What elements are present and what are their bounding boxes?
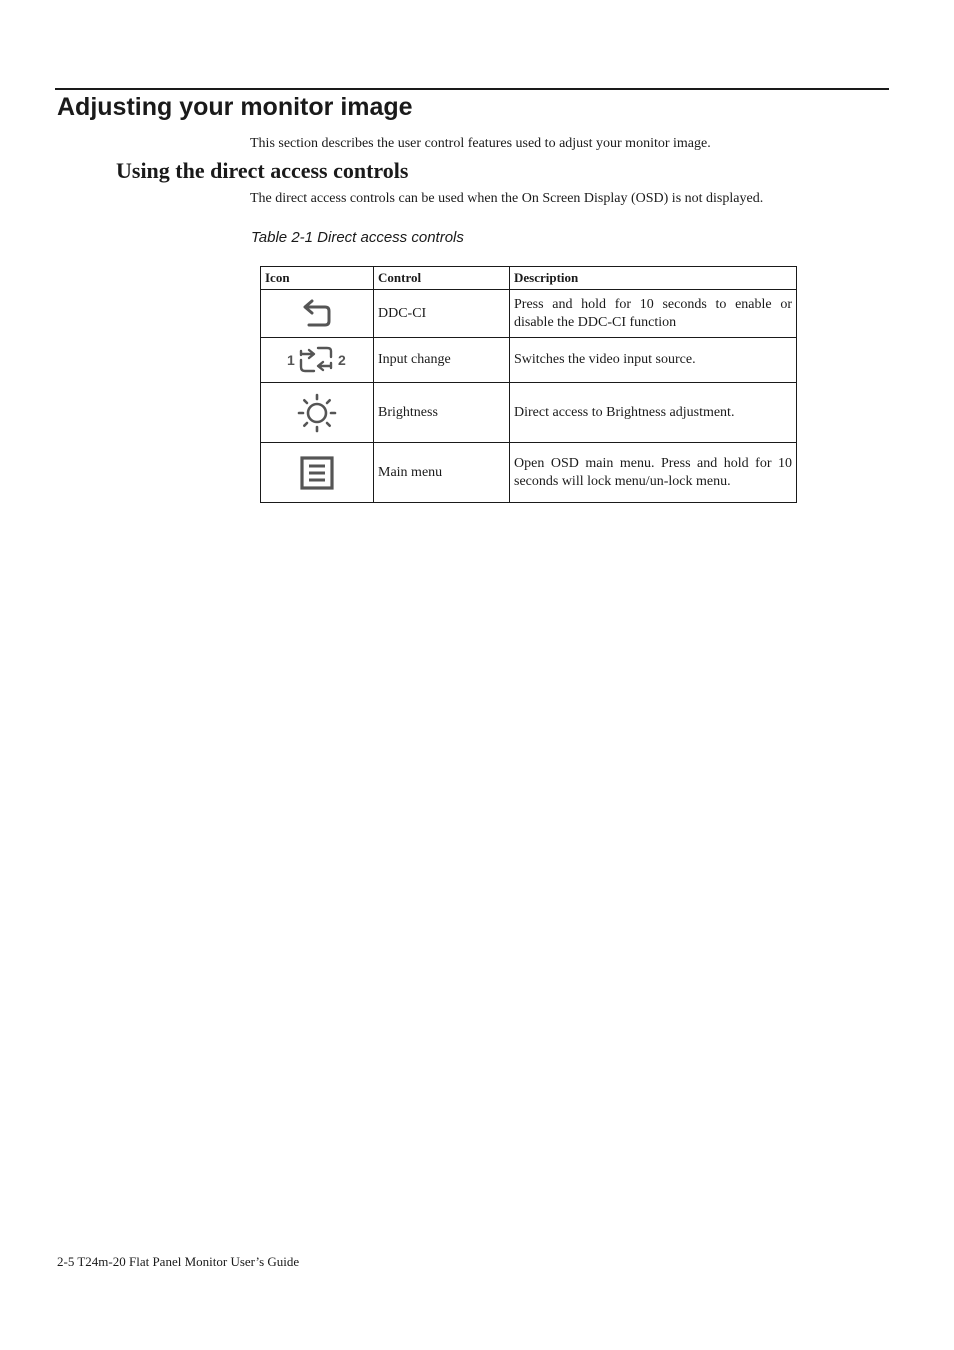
description-cell: Direct access to Brightness adjustment.: [510, 383, 797, 443]
description-cell: Open OSD main menu. Press and hold for 10 seconds will lock menu/un-lock menu.: [510, 443, 797, 503]
direct-access-controls-table: [260, 266, 797, 503]
icon-cell: [261, 443, 374, 503]
brightness-sun-icon: [297, 393, 337, 433]
table-row: [261, 290, 797, 338]
description-cell: Switches the video input source.: [510, 338, 797, 383]
header-control: Control: [374, 267, 510, 290]
input-label-2: 2: [338, 352, 346, 368]
intro-paragraph: This section describes the user control features used to adjust your monitor image.: [250, 136, 711, 151]
return-arrow-icon: [300, 299, 334, 329]
menu-list-icon: [299, 455, 335, 491]
section-title: Using the direct access controls: [116, 158, 409, 183]
header-description: Description: [510, 267, 797, 290]
input-switch-icon: [282, 346, 352, 374]
page-title: Adjusting your monitor image: [57, 93, 413, 121]
table-row: [261, 443, 797, 503]
description-cell: Press and hold for 10 seconds to enable or disable the DDC-CI function: [510, 290, 797, 338]
control-cell: DDC-CI: [374, 290, 510, 338]
control-cell: Main menu: [374, 443, 510, 503]
table-caption: Table 2-1 Direct access controls: [251, 229, 464, 246]
header-icon: Icon: [261, 267, 374, 290]
icon-cell: [261, 383, 374, 443]
input-label-1: 1: [287, 352, 295, 368]
table-row: [261, 338, 797, 383]
icon-cell: [261, 290, 374, 338]
table-row: [261, 383, 797, 443]
section-paragraph: The direct access controls can be used when the On Screen Display (OSD) is not displayed.: [250, 191, 764, 206]
table-header-row: [261, 267, 797, 290]
icon-cell: [261, 338, 374, 383]
page-footer: 2-5 T24m-20 Flat Panel Monitor User’s Guide: [57, 1254, 300, 1269]
control-cell: Input change: [374, 338, 510, 383]
control-cell: Brightness: [374, 383, 510, 443]
